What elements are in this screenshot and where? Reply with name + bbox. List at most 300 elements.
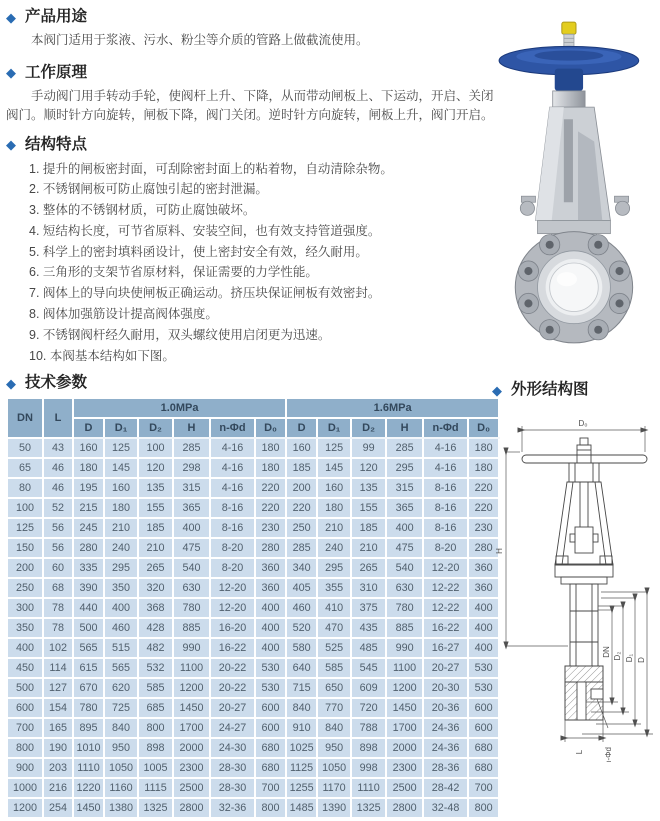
table-cell: 475 xyxy=(386,538,423,558)
table-row xyxy=(7,498,499,518)
table-cell: 150 xyxy=(7,538,43,558)
table-row xyxy=(7,578,499,598)
table-cell: 470 xyxy=(317,618,351,638)
table-cell: 1115 xyxy=(138,778,173,798)
table-cell: 80 xyxy=(7,478,43,498)
table-cell: 800 xyxy=(7,738,43,758)
table-cell: 715 xyxy=(286,678,317,698)
table-cell: 350 xyxy=(104,578,138,598)
dim-label-dn: DN xyxy=(602,646,611,658)
table-cell: 1010 xyxy=(73,738,104,758)
table-cell: 285 xyxy=(286,538,317,558)
table-cell: 600 xyxy=(255,698,286,718)
features-list xyxy=(6,159,508,367)
table-cell: 1125 xyxy=(286,758,317,778)
section-principle-heading xyxy=(6,63,508,83)
table-cell: 530 xyxy=(468,658,499,678)
table-cell: 8-20 xyxy=(423,538,468,558)
table-cell: 530 xyxy=(255,658,286,678)
sub-header: n-Φd xyxy=(423,418,468,438)
table-cell: 1255 xyxy=(286,778,317,798)
table-cell: 475 xyxy=(173,538,210,558)
sub-header: D₁ xyxy=(317,418,351,438)
table-cell: 50 xyxy=(7,438,43,458)
table-cell: 8-16 xyxy=(423,478,468,498)
table-cell: 60 xyxy=(43,558,73,578)
table-cell: 1025 xyxy=(286,738,317,758)
table-cell: 780 xyxy=(173,598,210,618)
table-cell: 640 xyxy=(286,658,317,678)
table-cell: 280 xyxy=(468,538,499,558)
table-cell: 8-16 xyxy=(210,498,255,518)
table-cell: 1450 xyxy=(173,698,210,718)
dim-label-l: L xyxy=(575,749,584,755)
table-cell: 600 xyxy=(255,718,286,738)
valve-outline xyxy=(522,438,647,720)
table-cell: 220 xyxy=(255,478,286,498)
section-features-heading xyxy=(6,135,508,155)
stem-threads xyxy=(564,34,574,46)
table-cell: 210 xyxy=(351,538,386,558)
table-cell: 210 xyxy=(138,538,173,558)
table-cell: 530 xyxy=(255,678,286,698)
table-cell: 365 xyxy=(386,498,423,518)
table-cell: 840 xyxy=(104,718,138,738)
table-cell: 280 xyxy=(73,538,104,558)
table-cell: 1450 xyxy=(386,698,423,718)
feature-item: 4. 短结构长度，可节省原料、安装空间，也有效支持管道强度。 xyxy=(29,223,381,238)
sub-header: D xyxy=(73,418,104,438)
table-row xyxy=(7,678,499,698)
table-cell: 609 xyxy=(351,678,386,698)
table-cell: 450 xyxy=(7,658,43,678)
table-cell: 300 xyxy=(7,598,43,618)
table-cell: 210 xyxy=(104,518,138,538)
table-cell: 485 xyxy=(351,638,386,658)
table-cell: 100 xyxy=(138,438,173,458)
table-cell: 400 xyxy=(173,518,210,538)
table-cell: 360 xyxy=(468,558,499,578)
table-cell: 315 xyxy=(386,478,423,498)
table-cell: 630 xyxy=(386,578,423,598)
handwheel xyxy=(499,46,639,91)
table-cell: 910 xyxy=(286,718,317,738)
table-cell: 680 xyxy=(255,738,286,758)
table-cell: 16-20 xyxy=(210,618,255,638)
outline-drawing-svg xyxy=(492,406,660,762)
table-cell: 52 xyxy=(43,498,73,518)
table-cell: 400 xyxy=(468,618,499,638)
table-cell: 2500 xyxy=(386,778,423,798)
outline-drawing xyxy=(492,406,660,762)
table-cell: 1200 xyxy=(386,678,423,698)
table-cell: 16-22 xyxy=(423,618,468,638)
table-cell: 180 xyxy=(317,498,351,518)
table-cell: 1170 xyxy=(317,778,351,798)
table-row xyxy=(7,698,499,718)
table-cell: 898 xyxy=(138,738,173,758)
table-cell: 254 xyxy=(43,798,73,818)
table-cell: 895 xyxy=(73,718,104,738)
table-cell: 265 xyxy=(138,558,173,578)
table-cell: 46 xyxy=(43,458,73,478)
table-cell: 20-22 xyxy=(210,678,255,698)
dim-label-n-phi-d: n-Φd xyxy=(604,747,613,762)
main-column xyxy=(6,5,508,819)
table-cell: 240 xyxy=(317,538,351,558)
sub-header: H xyxy=(173,418,210,438)
table-cell: 240 xyxy=(104,538,138,558)
table-cell: 1200 xyxy=(173,678,210,698)
table-cell: 65 xyxy=(7,458,43,478)
table-cell: 20-27 xyxy=(210,698,255,718)
table-cell: 24-36 xyxy=(423,718,468,738)
table-row xyxy=(7,558,499,578)
table-row xyxy=(7,738,499,758)
table-cell: 180 xyxy=(104,498,138,518)
table-cell: 180 xyxy=(255,458,286,478)
table-cell: 998 xyxy=(351,758,386,778)
table-cell: 2000 xyxy=(173,738,210,758)
sub-header: n-Φd xyxy=(210,418,255,438)
feature-item: 9. 不锈钢阀杆经久耐用，双头螺纹使用启闭更为迅速。 xyxy=(29,327,331,342)
table-cell: 185 xyxy=(351,518,386,538)
table-cell: 160 xyxy=(104,478,138,498)
table-cell: 280 xyxy=(255,538,286,558)
table-cell: 885 xyxy=(386,618,423,638)
table-cell: 155 xyxy=(138,498,173,518)
valve-photo xyxy=(497,12,657,352)
section-features-title: 结构特点 xyxy=(25,135,88,153)
table-cell: 2800 xyxy=(386,798,423,818)
table-cell: 24-27 xyxy=(210,718,255,738)
table-cell: 1160 xyxy=(104,778,138,798)
dim-label-d0: D₀ xyxy=(578,419,588,428)
table-cell: 680 xyxy=(255,758,286,778)
table-cell: 700 xyxy=(468,778,499,798)
table-cell: 1485 xyxy=(286,798,317,818)
table-cell: 210 xyxy=(317,518,351,538)
usage-text: 本阀门适用于浆液、污水、粉尘等介质的管路上做截流使用。 xyxy=(31,33,369,47)
table-cell: 165 xyxy=(43,718,73,738)
table-cell: 700 xyxy=(255,778,286,798)
table-cell: 220 xyxy=(286,498,317,518)
table-cell: 28-42 xyxy=(423,778,468,798)
table-cell: 180 xyxy=(255,438,286,458)
table-row xyxy=(7,538,499,558)
table-cell: 428 xyxy=(138,618,173,638)
table-cell: 585 xyxy=(138,678,173,698)
table-row xyxy=(7,718,499,738)
table-cell: 2300 xyxy=(173,758,210,778)
table-cell: 1110 xyxy=(73,758,104,778)
table-cell: 1050 xyxy=(104,758,138,778)
table-cell: 8-16 xyxy=(210,518,255,538)
feature-item: 7. 阀体上的导向块使闸板正确运动。挤压块保证闸板有效密封。 xyxy=(29,286,381,301)
table-cell: 1450 xyxy=(73,798,104,818)
table-row xyxy=(7,778,499,798)
table-cell: 4-16 xyxy=(210,458,255,478)
table-cell: 2800 xyxy=(173,798,210,818)
feature-item: 3. 整体的不锈钢材质，可防止腐蚀破坏。 xyxy=(29,203,256,218)
table-head xyxy=(7,398,499,438)
table-cell: 565 xyxy=(104,658,138,678)
table-cell: 365 xyxy=(173,498,210,518)
table-cell: 46 xyxy=(43,478,73,498)
table-cell: 685 xyxy=(138,698,173,718)
table-cell: 1700 xyxy=(386,718,423,738)
table-cell: 250 xyxy=(286,518,317,538)
table-cell: 230 xyxy=(468,518,499,538)
table-cell: 215 xyxy=(73,498,104,518)
table-cell: 515 xyxy=(104,638,138,658)
sub-header: D xyxy=(286,418,317,438)
table-cell: 160 xyxy=(73,438,104,458)
table-cell: 203 xyxy=(43,758,73,778)
table-cell: 295 xyxy=(386,458,423,478)
table-cell: 20-30 xyxy=(423,678,468,698)
table-cell: 400 xyxy=(7,638,43,658)
table-cell: 1325 xyxy=(351,798,386,818)
table-cell: 220 xyxy=(468,498,499,518)
table-cell: 545 xyxy=(351,658,386,678)
sub-header: D₀ xyxy=(255,418,286,438)
table-cell: 180 xyxy=(73,458,104,478)
table-cell: 154 xyxy=(43,698,73,718)
table-cell: 600 xyxy=(468,718,499,738)
table-cell: 1110 xyxy=(351,778,386,798)
section-parameters-heading xyxy=(6,373,508,393)
table-cell: 800 xyxy=(255,798,286,818)
table-cell: 615 xyxy=(73,658,104,678)
diamond-icon: ◆ xyxy=(6,137,16,152)
table-row xyxy=(7,458,499,478)
table-cell: 230 xyxy=(255,518,286,538)
diamond-icon: ◆ xyxy=(492,382,502,398)
table-cell: 530 xyxy=(468,678,499,698)
table-cell: 532 xyxy=(138,658,173,678)
table-cell: 220 xyxy=(468,478,499,498)
section-usage-heading xyxy=(6,7,508,27)
sub-header: D₀ xyxy=(468,418,499,438)
table-cell: 1700 xyxy=(173,718,210,738)
table-cell: 405 xyxy=(286,578,317,598)
section-principle-title: 工作原理 xyxy=(25,63,88,81)
table-row xyxy=(7,478,499,498)
stem-cap xyxy=(562,22,576,34)
table-cell: 540 xyxy=(173,558,210,578)
table-row xyxy=(7,518,499,538)
table-cell: 285 xyxy=(173,438,210,458)
table-cell: 155 xyxy=(351,498,386,518)
table-cell: 950 xyxy=(317,738,351,758)
table-cell: 185 xyxy=(138,518,173,538)
table-cell: 460 xyxy=(286,598,317,618)
table-row xyxy=(7,598,499,618)
table-cell: 200 xyxy=(286,478,317,498)
table-cell: 700 xyxy=(7,718,43,738)
table-cell: 20-36 xyxy=(423,698,468,718)
table-cell: 102 xyxy=(43,638,73,658)
table-cell: 43 xyxy=(43,438,73,458)
dim-label-d: D xyxy=(637,657,646,663)
table-cell: 525 xyxy=(317,638,351,658)
table-cell: 500 xyxy=(73,618,104,638)
table-cell: 990 xyxy=(173,638,210,658)
table-cell: 1220 xyxy=(73,778,104,798)
table-cell: 400 xyxy=(255,638,286,658)
table-cell: 1100 xyxy=(386,658,423,678)
table-cell: 24-36 xyxy=(423,738,468,758)
table-cell: 285 xyxy=(386,438,423,458)
table-cell: 120 xyxy=(351,458,386,478)
table-cell: 245 xyxy=(73,518,104,538)
table-cell: 368 xyxy=(138,598,173,618)
table-cell: 250 xyxy=(7,578,43,598)
table-cell: 800 xyxy=(138,718,173,738)
table-cell: 145 xyxy=(104,458,138,478)
table-cell: 2000 xyxy=(386,738,423,758)
table-cell: 180 xyxy=(468,438,499,458)
col-header-dn: DN xyxy=(7,398,43,438)
section-features xyxy=(6,135,508,367)
dim-label-d1: D₁ xyxy=(625,653,634,663)
table-cell: 1200 xyxy=(7,798,43,818)
group-header-0: 1.0MPa xyxy=(73,398,286,418)
table-cell: 950 xyxy=(104,738,138,758)
table-cell: 145 xyxy=(317,458,351,478)
table-cell: 12-20 xyxy=(423,558,468,578)
feature-item: 2. 不锈钢闸板可防止腐蚀引起的密封泄漏。 xyxy=(29,182,268,197)
table-cell: 12-20 xyxy=(210,598,255,618)
table-cell: 360 xyxy=(255,558,286,578)
table-cell: 440 xyxy=(73,598,104,618)
table-cell: 335 xyxy=(73,558,104,578)
group-header-1: 1.6MPa xyxy=(286,398,499,418)
table-cell: 12-22 xyxy=(423,598,468,618)
table-cell: 400 xyxy=(468,598,499,618)
table-cell: 56 xyxy=(43,518,73,538)
diamond-icon: ◆ xyxy=(6,375,16,391)
table-cell: 56 xyxy=(43,538,73,558)
table-cell: 125 xyxy=(104,438,138,458)
table-cell: 400 xyxy=(386,518,423,538)
table-cell: 460 xyxy=(104,618,138,638)
table-cell: 680 xyxy=(468,738,499,758)
table-cell: 8-16 xyxy=(423,498,468,518)
table-cell: 355 xyxy=(317,578,351,598)
table-cell: 28-36 xyxy=(423,758,468,778)
section-outline-title: 外形结构图 xyxy=(511,381,589,398)
table-cell: 220 xyxy=(255,498,286,518)
table-cell: 375 xyxy=(351,598,386,618)
section-parameters xyxy=(6,373,508,819)
table-cell: 780 xyxy=(386,598,423,618)
table-cell: 200 xyxy=(7,558,43,578)
diamond-icon: ◆ xyxy=(6,9,16,25)
table-cell: 135 xyxy=(351,478,386,498)
table-cell: 390 xyxy=(73,578,104,598)
feature-item: 10. 本阀基本结构如下图。 xyxy=(29,348,175,363)
table-cell: 24-30 xyxy=(210,738,255,758)
valve-photo-svg xyxy=(497,12,657,350)
table-cell: 28-30 xyxy=(210,758,255,778)
sub-header: D₂ xyxy=(351,418,386,438)
table-cell: 195 xyxy=(73,478,104,498)
table-row xyxy=(7,798,499,818)
yoke xyxy=(536,107,611,220)
table-cell: 32-36 xyxy=(210,798,255,818)
table-cell: 2300 xyxy=(386,758,423,778)
table-cell: 28-30 xyxy=(210,778,255,798)
table-cell: 410 xyxy=(317,598,351,618)
section-parameters-title: 技术参数 xyxy=(25,374,88,392)
table-row xyxy=(7,438,499,458)
table-cell: 990 xyxy=(386,638,423,658)
table-cell: 620 xyxy=(104,678,138,698)
table-cell: 340 xyxy=(286,558,317,578)
table-cell: 600 xyxy=(7,698,43,718)
dim-label-h: H xyxy=(495,548,504,554)
table-cell: 565 xyxy=(73,638,104,658)
table-cell: 1000 xyxy=(7,778,43,798)
table-row xyxy=(7,758,499,778)
table-cell: 16-22 xyxy=(210,638,255,658)
table-cell: 16-27 xyxy=(423,638,468,658)
table-cell: 180 xyxy=(468,458,499,478)
table-cell: 68 xyxy=(43,578,73,598)
table-cell: 500 xyxy=(7,678,43,698)
table-cell: 435 xyxy=(351,618,386,638)
table-cell: 20-22 xyxy=(210,658,255,678)
table-cell: 1325 xyxy=(138,798,173,818)
table-cell: 78 xyxy=(43,598,73,618)
table-cell: 650 xyxy=(317,678,351,698)
table-cell: 190 xyxy=(43,738,73,758)
table-cell: 315 xyxy=(173,478,210,498)
table-cell: 580 xyxy=(286,638,317,658)
table-cell: 585 xyxy=(317,658,351,678)
table-cell: 8-16 xyxy=(423,518,468,538)
table-cell: 520 xyxy=(286,618,317,638)
section-usage xyxy=(6,7,508,51)
table-cell: 680 xyxy=(468,758,499,778)
table-row xyxy=(7,658,499,678)
table-cell: 840 xyxy=(286,698,317,718)
section-outline-heading xyxy=(492,380,589,400)
table-cell: 100 xyxy=(7,498,43,518)
technical-parameters-table xyxy=(6,397,500,819)
table-cell: 125 xyxy=(7,518,43,538)
table-cell: 780 xyxy=(73,698,104,718)
table-cell: 295 xyxy=(317,558,351,578)
table-cell: 160 xyxy=(286,438,317,458)
table-cell: 400 xyxy=(468,638,499,658)
table-cell: 160 xyxy=(317,478,351,498)
table-cell: 2500 xyxy=(173,778,210,798)
dim-label-d2: D₂ xyxy=(613,651,622,661)
table-cell: 1005 xyxy=(138,758,173,778)
feature-item: 6. 三角形的支架节省原材料，保证需要的力学性能。 xyxy=(29,265,318,280)
table-cell: 120 xyxy=(138,458,173,478)
table-cell: 630 xyxy=(173,578,210,598)
table-cell: 360 xyxy=(255,578,286,598)
section-principle xyxy=(6,63,508,126)
table-cell: 125 xyxy=(317,438,351,458)
table-body xyxy=(7,438,499,818)
table-cell: 1100 xyxy=(173,658,210,678)
table-cell: 725 xyxy=(104,698,138,718)
